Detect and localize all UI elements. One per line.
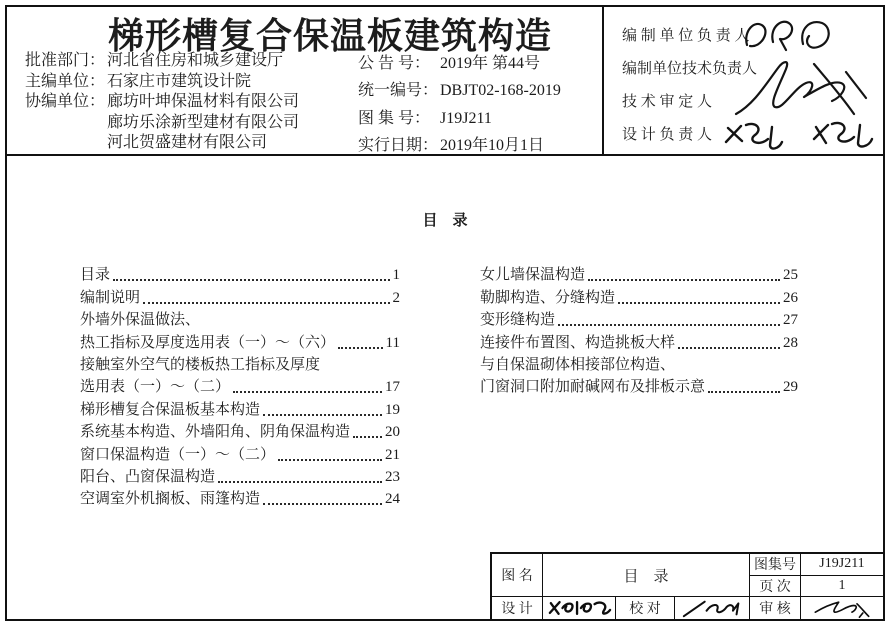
co-editor-label-spacer: [25, 113, 107, 134]
toc-right-column: [480, 263, 798, 397]
header-middle-info: [358, 50, 561, 160]
page-no-value: 1: [801, 576, 883, 598]
header-left-info: [25, 51, 299, 154]
toc-entry: [80, 420, 400, 442]
toc-entry: [80, 308, 400, 330]
toc-page: 27: [783, 312, 798, 329]
page-no-label: 页 次: [750, 576, 801, 598]
toc-entry: [80, 487, 400, 509]
tech-reviewer-label: 技 术 审 定 人: [622, 94, 713, 110]
toc-entry-title: 系统基本构造、外墙阳角、阴角保温构造: [80, 424, 351, 441]
toc-entry: [480, 285, 798, 307]
co-editor-value-1: 廊坊叶坤保温材料有限公司: [107, 93, 300, 111]
toc-entry-title: 接触室外空气的楼板热工指标及厚度: [80, 356, 321, 373]
toc-entry-title: 空调室外机搁板、雨篷构造: [80, 491, 261, 508]
co-editor-row-3: [25, 133, 299, 154]
toc-entry: [480, 375, 798, 397]
toc-page: 21: [385, 446, 400, 463]
co-editor-value-2: 廊坊乐涂新型建材有限公司: [107, 113, 300, 131]
toc-entry: [80, 442, 400, 464]
announcement-value: 2019年 第44号: [440, 55, 541, 72]
unified-number-row: [358, 77, 561, 104]
toc-leader: [678, 347, 780, 349]
approval-dept-value: 河北省住房和城乡建设厅: [107, 52, 284, 69]
design-head-signatures: [722, 116, 880, 156]
co-editor-value-3: 河北贺盛建材有限公司: [107, 134, 268, 152]
toc-entry-title: 变形缝构造: [480, 312, 556, 329]
toc-entry-title: 与自保温砌体相接部位构造、: [480, 356, 676, 373]
toc-leader: [338, 347, 383, 349]
toc-leader: [618, 302, 780, 304]
toc-left-column: [80, 263, 400, 509]
toc-leader: [558, 324, 780, 326]
toc-leader: [263, 503, 382, 505]
chief-editor-label: 主编单位：: [25, 72, 106, 90]
toc-entry-title: 门窗洞口附加耐碱网布及排板示意: [480, 379, 706, 396]
co-editor-row: [25, 92, 299, 113]
toc-page: 1: [392, 267, 400, 284]
toc-entry: [80, 263, 400, 285]
atlas-no-value: J19J211: [801, 554, 883, 576]
toc-entry: [480, 263, 798, 285]
toc-entry: [480, 330, 798, 352]
toc-page: 25: [783, 267, 798, 284]
toc-entry-title: 编制说明: [80, 289, 141, 306]
proofread-label: 校 对: [616, 597, 675, 619]
chief-editor-row: [25, 72, 299, 93]
co-editor-label: 协编单位：: [25, 93, 106, 111]
design-head-label: 设 计 负 责 人: [622, 127, 713, 143]
toc-page: 24: [385, 491, 400, 508]
toc-leader: [708, 391, 780, 393]
unit-head-label: 编 制 单 位 负 责 人: [622, 28, 750, 44]
approval-dept-label: 批准部门：: [25, 52, 106, 69]
design-signature: [543, 597, 616, 619]
toc-entry: [80, 330, 400, 352]
toc-leader: [113, 279, 389, 281]
toc-leader: [588, 279, 780, 281]
atlas-number-value: J19J211: [440, 109, 492, 127]
toc-page: 11: [385, 334, 400, 351]
co-editor-row-2: [25, 113, 299, 134]
toc-entry-title: 连接件布置图、构造挑板大样: [480, 334, 676, 351]
approval-dept-row: [25, 51, 299, 72]
toc-entry-title: 梯形槽复合保温板基本构造: [80, 401, 261, 418]
review-signature: [801, 597, 883, 619]
toc-entry: [80, 353, 400, 375]
toc-entry: [480, 353, 798, 375]
toc-leader: [353, 436, 382, 438]
toc-leader: [278, 459, 382, 461]
toc-page: 28: [783, 334, 798, 351]
drawing-name-value: 目 录: [543, 554, 750, 597]
announcement-label: 公 告 号：: [358, 55, 431, 72]
toc-page: 2: [392, 289, 400, 306]
toc-page: 20: [385, 424, 400, 441]
toc-leader: [143, 302, 389, 304]
effective-date-row: [358, 132, 561, 159]
atlas-no-label: 图集号: [750, 554, 801, 576]
toc-leader: [233, 391, 382, 393]
toc-leader: [218, 481, 382, 483]
drawing-name-label: 图 名: [492, 554, 543, 597]
announcement-row: [358, 50, 561, 77]
atlas-number-row: [358, 105, 561, 132]
toc-entry-title: 热工指标及厚度选用表（一）～（六）: [80, 334, 336, 351]
toc-page: 23: [385, 468, 400, 485]
toc-entry-title: 女儿墙保温构造: [480, 267, 586, 284]
review-label: 审 核: [750, 597, 801, 619]
toc-entry-title: 选用表（一）～（二）: [80, 379, 231, 396]
co-editor-label-spacer-2: [25, 133, 107, 154]
toc-entry-title: 目录: [80, 267, 111, 284]
unified-number-label: 统一编号：: [358, 82, 439, 100]
unified-number-value: DBJT02-168-2019: [440, 82, 561, 100]
proofread-signature: [675, 597, 750, 619]
chief-editor-value: 石家庄市建筑设计院: [107, 72, 252, 90]
toc-entry: [80, 465, 400, 487]
toc-entry: [80, 375, 400, 397]
toc-entry: [480, 308, 798, 330]
design-label: 设 计: [492, 597, 543, 619]
effective-date-label: 实行日期：: [358, 137, 439, 155]
toc-entry-title: 勒脚构造、分缝构造: [480, 289, 616, 306]
unit-tech-head-label: 编制单位技术负责人: [622, 61, 758, 77]
toc-heading: 目 录: [422, 213, 468, 229]
toc-entry-title: 外墙外保温做法、: [80, 312, 201, 329]
toc-page: 17: [385, 379, 400, 396]
toc-entry: [80, 285, 400, 307]
toc-page: 29: [783, 379, 798, 396]
unit-tech-head-signature: [728, 52, 873, 126]
effective-date-value: 2019年10月1日: [440, 137, 545, 155]
toc-leader: [263, 414, 382, 416]
header-vertical-divider: [602, 5, 604, 156]
document-title: 梯形槽复合保温板建筑构造: [107, 16, 552, 57]
atlas-number-label: 图 集 号：: [358, 109, 431, 127]
toc-entry: [80, 397, 400, 419]
toc-entry-title: 阳台、凸窗保温构造: [80, 468, 216, 485]
toc-entry-title: 窗口保温构造（一）～（二）: [80, 446, 276, 463]
title-block-table: [490, 552, 885, 621]
toc-page: 26: [783, 289, 798, 306]
toc-page: 19: [385, 401, 400, 418]
